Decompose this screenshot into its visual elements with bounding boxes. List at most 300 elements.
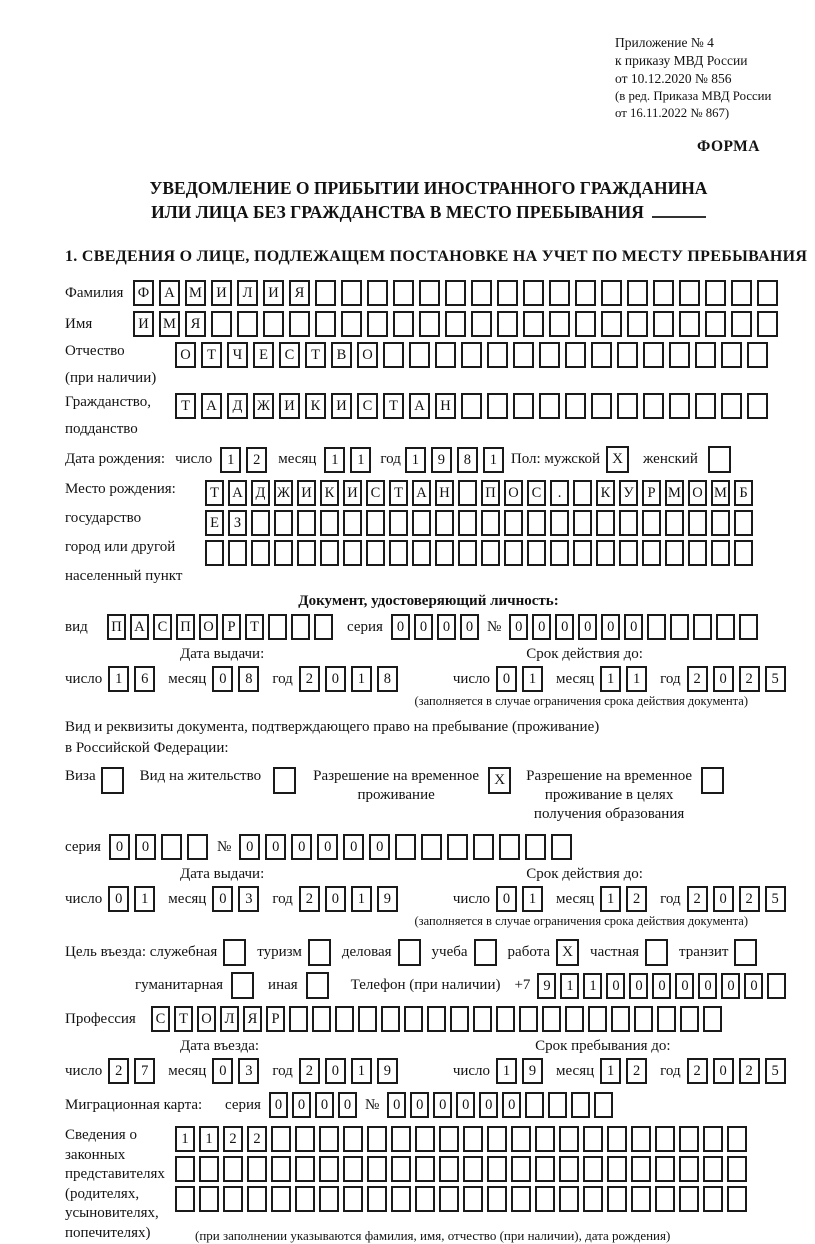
- char-box[interactable]: [314, 614, 333, 640]
- char-box[interactable]: 0: [108, 886, 129, 912]
- char-box[interactable]: Т: [174, 1006, 193, 1032]
- char-box[interactable]: 1: [175, 1126, 195, 1152]
- char-box[interactable]: [734, 540, 753, 566]
- char-box[interactable]: [631, 1126, 651, 1152]
- char-box[interactable]: С: [153, 614, 172, 640]
- char-box[interactable]: А: [159, 280, 180, 306]
- char-box[interactable]: [458, 540, 477, 566]
- char-box[interactable]: 0: [325, 1058, 346, 1084]
- char-box[interactable]: [427, 1006, 446, 1032]
- char-box[interactable]: [289, 1006, 308, 1032]
- char-box[interactable]: [655, 1126, 675, 1152]
- char-box[interactable]: [271, 1126, 291, 1152]
- char-box[interactable]: [481, 510, 500, 536]
- char-box[interactable]: [643, 393, 664, 419]
- char-box[interactable]: 2: [739, 886, 760, 912]
- char-box[interactable]: 0: [212, 666, 233, 692]
- char-box[interactable]: 2: [246, 447, 267, 473]
- char-box[interactable]: 0: [291, 834, 312, 860]
- char-box[interactable]: [445, 311, 466, 337]
- char-box[interactable]: [588, 1006, 607, 1032]
- char-box[interactable]: А: [201, 393, 222, 419]
- char-box[interactable]: [669, 342, 690, 368]
- char-box[interactable]: [657, 1006, 676, 1032]
- char-box[interactable]: [487, 1186, 507, 1212]
- char-box[interactable]: 0: [555, 614, 574, 640]
- char-box[interactable]: [727, 1186, 747, 1212]
- char-box[interactable]: [767, 973, 786, 999]
- char-box[interactable]: 0: [410, 1092, 429, 1118]
- char-box[interactable]: Р: [266, 1006, 285, 1032]
- char-box[interactable]: О: [504, 480, 523, 506]
- char-box[interactable]: [591, 342, 612, 368]
- char-box[interactable]: 1: [405, 447, 426, 473]
- char-box[interactable]: [739, 614, 758, 640]
- char-box[interactable]: 0: [325, 666, 346, 692]
- char-box[interactable]: [473, 834, 494, 860]
- char-box[interactable]: И: [279, 393, 300, 419]
- char-box[interactable]: 0: [391, 614, 410, 640]
- char-box[interactable]: М: [665, 480, 684, 506]
- char-box[interactable]: [415, 1156, 435, 1182]
- char-box[interactable]: [439, 1126, 459, 1152]
- char-box[interactable]: [527, 510, 546, 536]
- char-box[interactable]: 2: [247, 1126, 267, 1152]
- char-box[interactable]: М: [711, 480, 730, 506]
- char-box[interactable]: [731, 280, 752, 306]
- char-box[interactable]: [653, 311, 674, 337]
- char-box[interactable]: [631, 1156, 651, 1182]
- char-box[interactable]: [274, 510, 293, 536]
- char-box[interactable]: [679, 1126, 699, 1152]
- char-box[interactable]: [251, 510, 270, 536]
- char-box[interactable]: Т: [175, 393, 196, 419]
- char-box[interactable]: К: [320, 480, 339, 506]
- char-box[interactable]: [463, 1126, 483, 1152]
- char-box[interactable]: 6: [134, 666, 155, 692]
- char-box[interactable]: О: [197, 1006, 216, 1032]
- purpose-humanitarian-checkbox[interactable]: [231, 972, 254, 999]
- char-box[interactable]: [711, 540, 730, 566]
- char-box[interactable]: [655, 1156, 675, 1182]
- char-box[interactable]: [205, 540, 224, 566]
- char-box[interactable]: [535, 1186, 555, 1212]
- char-box[interactable]: [601, 311, 622, 337]
- char-box[interactable]: Н: [435, 480, 454, 506]
- char-box[interactable]: [631, 1186, 651, 1212]
- char-box[interactable]: [542, 1006, 561, 1032]
- char-box[interactable]: [367, 1126, 387, 1152]
- char-box[interactable]: [367, 1156, 387, 1182]
- char-box[interactable]: [435, 540, 454, 566]
- char-box[interactable]: [549, 311, 570, 337]
- char-box[interactable]: [199, 1156, 219, 1182]
- char-box[interactable]: [583, 1186, 603, 1212]
- char-box[interactable]: [435, 510, 454, 536]
- char-box[interactable]: [565, 342, 586, 368]
- char-box[interactable]: [366, 510, 385, 536]
- char-box[interactable]: [461, 393, 482, 419]
- char-box[interactable]: 1: [220, 447, 241, 473]
- char-box[interactable]: [367, 1186, 387, 1212]
- char-box[interactable]: [419, 311, 440, 337]
- char-box[interactable]: [655, 1186, 675, 1212]
- char-box[interactable]: [412, 540, 431, 566]
- char-box[interactable]: [607, 1126, 627, 1152]
- char-box[interactable]: [596, 510, 615, 536]
- char-box[interactable]: [223, 1186, 243, 1212]
- char-box[interactable]: 1: [351, 666, 372, 692]
- char-box[interactable]: 9: [377, 1058, 398, 1084]
- char-box[interactable]: 9: [431, 447, 452, 473]
- char-box[interactable]: 3: [238, 1058, 259, 1084]
- char-box[interactable]: [409, 342, 430, 368]
- char-box[interactable]: [571, 1092, 590, 1118]
- temp-permit-edu-checkbox[interactable]: [701, 767, 724, 794]
- char-box[interactable]: [679, 1156, 699, 1182]
- char-box[interactable]: 1: [134, 886, 155, 912]
- char-box[interactable]: [499, 834, 520, 860]
- char-box[interactable]: [573, 510, 592, 536]
- char-box[interactable]: [263, 311, 284, 337]
- char-box[interactable]: [665, 510, 684, 536]
- char-box[interactable]: 0: [578, 614, 597, 640]
- char-box[interactable]: [487, 342, 508, 368]
- char-box[interactable]: [391, 1126, 411, 1152]
- char-box[interactable]: [393, 280, 414, 306]
- char-box[interactable]: 1: [496, 1058, 517, 1084]
- char-box[interactable]: [395, 834, 416, 860]
- char-box[interactable]: [611, 1006, 630, 1032]
- char-box[interactable]: [391, 1156, 411, 1182]
- char-box[interactable]: 0: [292, 1092, 311, 1118]
- char-box[interactable]: Р: [222, 614, 241, 640]
- char-box[interactable]: [647, 614, 666, 640]
- char-box[interactable]: 0: [606, 973, 625, 999]
- char-box[interactable]: [199, 1186, 219, 1212]
- char-box[interactable]: 2: [299, 666, 320, 692]
- char-box[interactable]: [315, 280, 336, 306]
- purpose-tourism-checkbox[interactable]: [308, 939, 331, 966]
- char-box[interactable]: 0: [532, 614, 551, 640]
- char-box[interactable]: 0: [496, 886, 517, 912]
- char-box[interactable]: 0: [624, 614, 643, 640]
- sex-female-checkbox[interactable]: [708, 446, 731, 473]
- char-box[interactable]: [679, 280, 700, 306]
- char-box[interactable]: 0: [239, 834, 260, 860]
- char-box[interactable]: Т: [205, 480, 224, 506]
- purpose-work-checkbox[interactable]: X: [556, 939, 579, 966]
- char-box[interactable]: С: [366, 480, 385, 506]
- char-box[interactable]: 0: [269, 1092, 288, 1118]
- char-box[interactable]: [594, 1092, 613, 1118]
- char-box[interactable]: 1: [350, 447, 371, 473]
- char-box[interactable]: Л: [237, 280, 258, 306]
- char-box[interactable]: Р: [642, 480, 661, 506]
- char-box[interactable]: 0: [502, 1092, 521, 1118]
- char-box[interactable]: [757, 311, 778, 337]
- char-box[interactable]: И: [297, 480, 316, 506]
- char-box[interactable]: [271, 1156, 291, 1182]
- char-box[interactable]: 1: [351, 1058, 372, 1084]
- char-box[interactable]: [693, 614, 712, 640]
- char-box[interactable]: [573, 480, 592, 506]
- char-box[interactable]: 9: [537, 973, 556, 999]
- char-box[interactable]: [695, 342, 716, 368]
- char-box[interactable]: [291, 614, 310, 640]
- char-box[interactable]: О: [688, 480, 707, 506]
- char-box[interactable]: 0: [212, 1058, 233, 1084]
- char-box[interactable]: [511, 1126, 531, 1152]
- char-box[interactable]: [295, 1126, 315, 1152]
- purpose-other-checkbox[interactable]: [306, 972, 329, 999]
- char-box[interactable]: [320, 540, 339, 566]
- char-box[interactable]: [573, 540, 592, 566]
- char-box[interactable]: [343, 540, 362, 566]
- char-box[interactable]: 2: [299, 886, 320, 912]
- char-box[interactable]: Ж: [253, 393, 274, 419]
- char-box[interactable]: Л: [220, 1006, 239, 1032]
- char-box[interactable]: [463, 1186, 483, 1212]
- char-box[interactable]: 1: [600, 1058, 621, 1084]
- char-box[interactable]: [458, 510, 477, 536]
- char-box[interactable]: С: [279, 342, 300, 368]
- char-box[interactable]: 0: [652, 973, 671, 999]
- char-box[interactable]: [358, 1006, 377, 1032]
- char-box[interactable]: Т: [201, 342, 222, 368]
- char-box[interactable]: [669, 393, 690, 419]
- char-box[interactable]: 9: [377, 886, 398, 912]
- char-box[interactable]: Т: [383, 393, 404, 419]
- char-box[interactable]: [341, 280, 362, 306]
- char-box[interactable]: [535, 1156, 555, 1182]
- char-box[interactable]: [643, 342, 664, 368]
- char-box[interactable]: [705, 311, 726, 337]
- char-box[interactable]: [642, 510, 661, 536]
- char-box[interactable]: [341, 311, 362, 337]
- char-box[interactable]: [727, 1156, 747, 1182]
- residence-permit-checkbox[interactable]: [273, 767, 296, 794]
- char-box[interactable]: 0: [433, 1092, 452, 1118]
- char-box[interactable]: 0: [460, 614, 479, 640]
- char-box[interactable]: [711, 510, 730, 536]
- char-box[interactable]: [550, 510, 569, 536]
- char-box[interactable]: [591, 393, 612, 419]
- char-box[interactable]: Н: [435, 393, 456, 419]
- char-box[interactable]: .: [550, 480, 569, 506]
- char-box[interactable]: [670, 614, 689, 640]
- char-box[interactable]: Е: [205, 510, 224, 536]
- char-box[interactable]: [583, 1156, 603, 1182]
- char-box[interactable]: [319, 1186, 339, 1212]
- char-box[interactable]: [383, 342, 404, 368]
- char-box[interactable]: 2: [687, 1058, 708, 1084]
- char-box[interactable]: [247, 1186, 267, 1212]
- char-box[interactable]: [393, 311, 414, 337]
- char-box[interactable]: [175, 1186, 195, 1212]
- char-box[interactable]: Т: [245, 614, 264, 640]
- char-box[interactable]: [617, 393, 638, 419]
- char-box[interactable]: 0: [744, 973, 763, 999]
- char-box[interactable]: [439, 1186, 459, 1212]
- char-box[interactable]: Д: [251, 480, 270, 506]
- char-box[interactable]: А: [409, 393, 430, 419]
- char-box[interactable]: [251, 540, 270, 566]
- char-box[interactable]: [575, 280, 596, 306]
- char-box[interactable]: [315, 311, 336, 337]
- char-box[interactable]: 0: [721, 973, 740, 999]
- char-box[interactable]: [559, 1186, 579, 1212]
- char-box[interactable]: [335, 1006, 354, 1032]
- char-box[interactable]: 8: [457, 447, 478, 473]
- char-box[interactable]: [463, 1156, 483, 1182]
- char-box[interactable]: И: [343, 480, 362, 506]
- char-box[interactable]: [527, 540, 546, 566]
- visa-checkbox[interactable]: [101, 767, 124, 794]
- char-box[interactable]: [519, 1006, 538, 1032]
- char-box[interactable]: [343, 1156, 363, 1182]
- char-box[interactable]: [487, 1126, 507, 1152]
- char-box[interactable]: 0: [343, 834, 364, 860]
- char-box[interactable]: О: [357, 342, 378, 368]
- char-box[interactable]: [435, 342, 456, 368]
- char-box[interactable]: [187, 834, 208, 860]
- char-box[interactable]: Я: [289, 280, 310, 306]
- char-box[interactable]: 1: [522, 886, 543, 912]
- char-box[interactable]: А: [130, 614, 149, 640]
- char-box[interactable]: [223, 1156, 243, 1182]
- char-box[interactable]: [175, 1156, 195, 1182]
- char-box[interactable]: 5: [765, 1058, 786, 1084]
- char-box[interactable]: 0: [675, 973, 694, 999]
- char-box[interactable]: О: [175, 342, 196, 368]
- char-box[interactable]: 1: [626, 666, 647, 692]
- char-box[interactable]: [289, 311, 310, 337]
- char-box[interactable]: 1: [199, 1126, 219, 1152]
- char-box[interactable]: [679, 311, 700, 337]
- char-box[interactable]: [721, 342, 742, 368]
- purpose-transit-checkbox[interactable]: [734, 939, 757, 966]
- char-box[interactable]: [319, 1156, 339, 1182]
- char-box[interactable]: [583, 1126, 603, 1152]
- char-box[interactable]: А: [228, 480, 247, 506]
- char-box[interactable]: М: [159, 311, 180, 337]
- char-box[interactable]: [343, 1126, 363, 1152]
- char-box[interactable]: [565, 393, 586, 419]
- char-box[interactable]: [665, 540, 684, 566]
- char-box[interactable]: [367, 280, 388, 306]
- char-box[interactable]: 0: [387, 1092, 406, 1118]
- char-box[interactable]: Я: [185, 311, 206, 337]
- char-box[interactable]: [161, 834, 182, 860]
- char-box[interactable]: [389, 540, 408, 566]
- char-box[interactable]: [247, 1156, 267, 1182]
- char-box[interactable]: Т: [389, 480, 408, 506]
- char-box[interactable]: У: [619, 480, 638, 506]
- char-box[interactable]: 0: [698, 973, 717, 999]
- purpose-private-checkbox[interactable]: [645, 939, 668, 966]
- char-box[interactable]: Д: [227, 393, 248, 419]
- char-box[interactable]: [481, 540, 500, 566]
- char-box[interactable]: 0: [713, 666, 734, 692]
- char-box[interactable]: 7: [134, 1058, 155, 1084]
- char-box[interactable]: 2: [626, 886, 647, 912]
- char-box[interactable]: 0: [456, 1092, 475, 1118]
- char-box[interactable]: [539, 393, 560, 419]
- char-box[interactable]: [653, 280, 674, 306]
- char-box[interactable]: 1: [108, 666, 129, 692]
- char-box[interactable]: [747, 342, 768, 368]
- char-box[interactable]: [391, 1186, 411, 1212]
- char-box[interactable]: [415, 1126, 435, 1152]
- char-box[interactable]: [471, 280, 492, 306]
- char-box[interactable]: П: [107, 614, 126, 640]
- char-box[interactable]: С: [527, 480, 546, 506]
- char-box[interactable]: 0: [509, 614, 528, 640]
- char-box[interactable]: [627, 280, 648, 306]
- char-box[interactable]: 2: [626, 1058, 647, 1084]
- char-box[interactable]: 0: [212, 886, 233, 912]
- char-box[interactable]: [419, 280, 440, 306]
- char-box[interactable]: [703, 1186, 723, 1212]
- char-box[interactable]: [721, 393, 742, 419]
- char-box[interactable]: Ж: [274, 480, 293, 506]
- char-box[interactable]: 0: [601, 614, 620, 640]
- char-box[interactable]: И: [133, 311, 154, 337]
- char-box[interactable]: И: [331, 393, 352, 419]
- char-box[interactable]: [679, 1186, 699, 1212]
- char-box[interactable]: И: [263, 280, 284, 306]
- purpose-official-checkbox[interactable]: [223, 939, 246, 966]
- char-box[interactable]: О: [199, 614, 218, 640]
- char-box[interactable]: [548, 1092, 567, 1118]
- char-box[interactable]: [487, 1156, 507, 1182]
- char-box[interactable]: [607, 1156, 627, 1182]
- char-box[interactable]: [559, 1126, 579, 1152]
- char-box[interactable]: [511, 1186, 531, 1212]
- char-box[interactable]: [688, 510, 707, 536]
- char-box[interactable]: 9: [522, 1058, 543, 1084]
- char-box[interactable]: [727, 1126, 747, 1152]
- char-box[interactable]: Ф: [133, 280, 154, 306]
- char-box[interactable]: [747, 393, 768, 419]
- char-box[interactable]: [297, 510, 316, 536]
- char-box[interactable]: А: [412, 480, 431, 506]
- purpose-study-checkbox[interactable]: [474, 939, 497, 966]
- char-box[interactable]: [295, 1186, 315, 1212]
- char-box[interactable]: [487, 393, 508, 419]
- char-box[interactable]: [559, 1156, 579, 1182]
- char-box[interactable]: [367, 311, 388, 337]
- char-box[interactable]: [228, 540, 247, 566]
- char-box[interactable]: [504, 510, 523, 536]
- char-box[interactable]: И: [211, 280, 232, 306]
- char-box[interactable]: Ч: [227, 342, 248, 368]
- char-box[interactable]: [274, 540, 293, 566]
- char-box[interactable]: С: [357, 393, 378, 419]
- char-box[interactable]: З: [228, 510, 247, 536]
- char-box[interactable]: [381, 1006, 400, 1032]
- char-box[interactable]: 1: [600, 886, 621, 912]
- char-box[interactable]: [525, 834, 546, 860]
- char-box[interactable]: 1: [351, 886, 372, 912]
- char-box[interactable]: 2: [108, 1058, 129, 1084]
- char-box[interactable]: 2: [739, 666, 760, 692]
- char-box[interactable]: К: [305, 393, 326, 419]
- char-box[interactable]: 2: [687, 666, 708, 692]
- char-box[interactable]: [320, 510, 339, 536]
- char-box[interactable]: [550, 540, 569, 566]
